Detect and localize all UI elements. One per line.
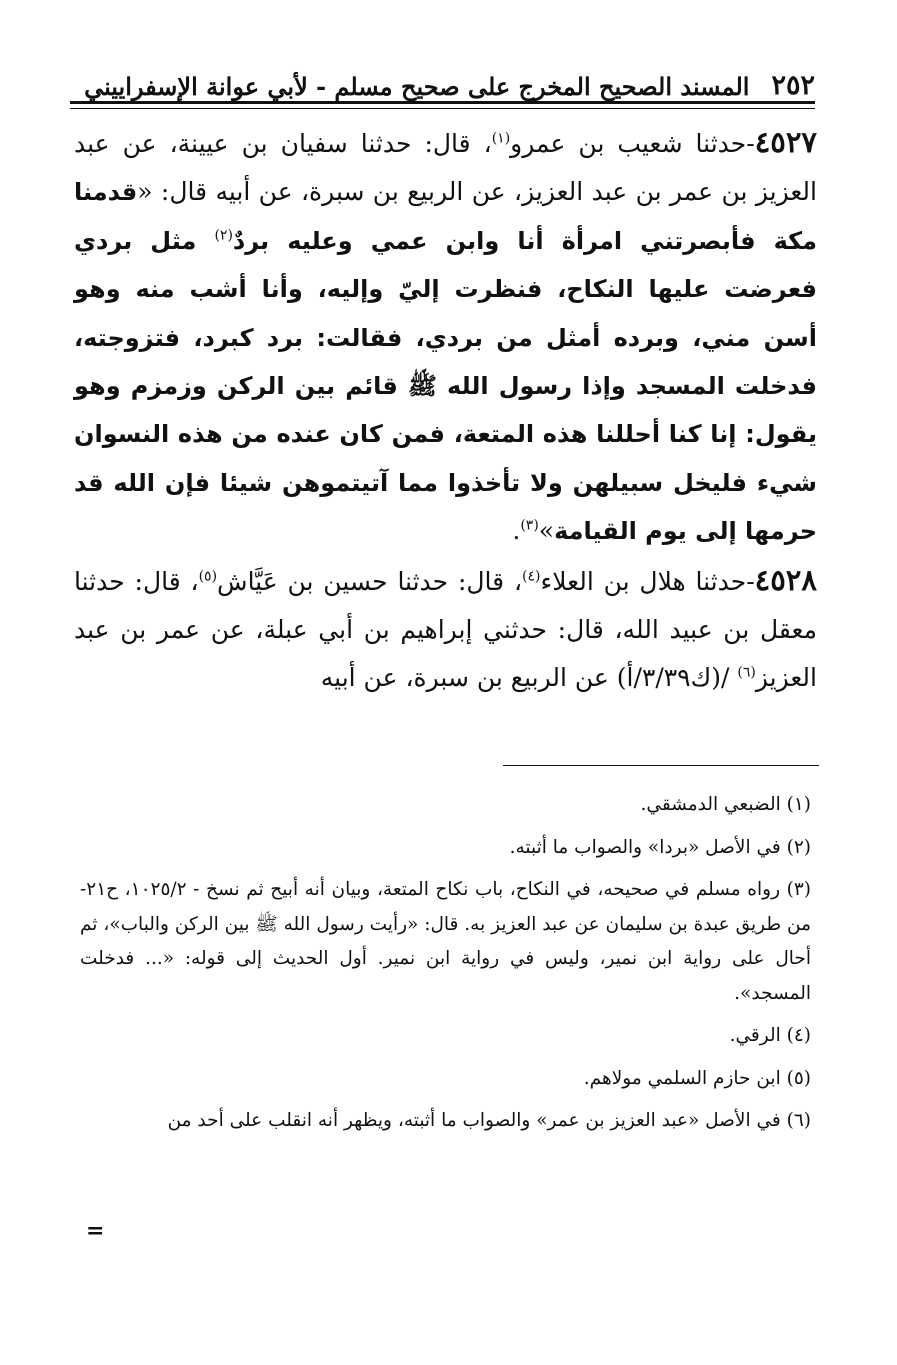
footnote-5 <box>80 1062 811 1097</box>
hadith-isnad: ، قال: حدثنا حسين بن عَيَّاش <box>217 566 523 596</box>
footnote-2 <box>80 831 811 866</box>
footnote-number: (٣) <box>786 879 811 900</box>
footnote-ref: (١) <box>491 130 511 147</box>
footnote-number: (٥) <box>786 1067 811 1089</box>
footnote-1 <box>80 788 811 823</box>
footnote-4 <box>80 1019 811 1054</box>
footnote-number: (٢) <box>786 836 811 858</box>
footnote-text: الرقي. <box>729 1025 781 1046</box>
page-number: ٢٥٢ <box>771 69 815 101</box>
footnote-number: (٦) <box>786 1110 811 1131</box>
header-rule-thin <box>70 108 815 109</box>
footnote-separator <box>503 765 819 766</box>
footnotes <box>80 788 811 1147</box>
page-header <box>70 58 815 102</box>
quote-close: » <box>538 516 555 546</box>
hadith-isnad: /(ك٣/٣٩/أ) عن الربيع بن سبرة، عن أبيه <box>320 663 738 693</box>
continuation-mark: = <box>86 1218 105 1244</box>
footnote-text: ابن حازم السلمي مولاهم. <box>583 1067 781 1089</box>
hadith-matn: مثل بردي فعرضت عليها النكاح، فنظرت إليّ وإليه، وأنا أشب منه وهو أسن مني، وبرده أمثل من بردي، فقالت: برد كبرد، فتزوجته، فدخلت المسجد وإذا رسول الله ﷺ قائم بين الركن وزمزم وهو يقول: إنا كنا أحللنا هذه المتعة، فمن كان عنده من هذه النسوان شيء فليخل سبيلهن ولا تأخذوا مما آتيتموهن شيئا فإن الله قد حرمها إلى يوم القيامة <box>74 226 817 546</box>
footnote-6 <box>80 1104 811 1139</box>
footnote-ref: (٤) <box>522 568 541 585</box>
hadith-number: ٤٥٢٧ <box>754 125 818 159</box>
footnote-text: الضبعي الدمشقي. <box>640 794 781 815</box>
sentence-end: . <box>512 516 521 546</box>
hadith-isnad: ، قال: حدثنا معقل بن عبيد الله، قال: حدثني إبراهيم بن أبي عبلة، عن عمر بن عبد العزيز <box>74 566 817 693</box>
hadith-number: ٤٥٢٨ <box>754 562 817 597</box>
footnote-number: (٤) <box>786 1025 811 1046</box>
hadith-isnad: -حدثنا شعيب بن عمرو <box>510 129 755 158</box>
footnote-ref: (٢) <box>214 227 233 244</box>
footnote-ref: (٦) <box>737 665 756 682</box>
footnote-3 <box>80 873 811 1011</box>
hadith-4528 <box>74 556 817 703</box>
hadith-isnad: ، قال: حدثنا سفيان بن عيينة، عن عبد العزيز بن عمر بن عبد العزيز، عن الربيع بن سبرة، عن أبيه قال: « <box>74 129 817 207</box>
footnote-number: (١) <box>786 794 811 815</box>
hadith-matn: قدمنا مكة فأبصرتني امرأة أنا وابن عمي وعليه بردٌ <box>74 178 817 255</box>
footnote-text: رواه مسلم في صحيحه، في النكاح، باب نكاح المتعة، وبيان أنه أبيح ثم نسخ - ١٠٢٥/٢، ح٢١- من طريق عبدة بن سليمان عن عبد العزيز به. قال: «رأيت رسول الله ﷺ بين الركن والباب»، ثم أحال على رواية ابن نمير، وليس في رواية ابن نمير. أول الحديث إلى قوله: «... فدخلت المسجد». <box>80 879 811 1004</box>
hadith-isnad: -حدثنا هلال بن العلاء <box>540 566 755 596</box>
footnote-text: في الأصل «بردا» والصواب ما أثبته. <box>509 836 781 858</box>
book-title: المسند الصحيح المخرج على صحيح مسلم - لأبي عوانة الإسفراييني <box>84 72 750 102</box>
footnote-ref: (٥) <box>198 568 218 585</box>
footnote-ref: (٣) <box>520 517 539 534</box>
header-rule <box>70 101 815 104</box>
footnote-text: في الأصل «عبد العزيز بن عمر» والصواب ما أثبته، ويظهر أنه انقلب على أحد من <box>167 1110 781 1131</box>
hadith-4527 <box>74 118 817 556</box>
main-text <box>74 118 817 703</box>
